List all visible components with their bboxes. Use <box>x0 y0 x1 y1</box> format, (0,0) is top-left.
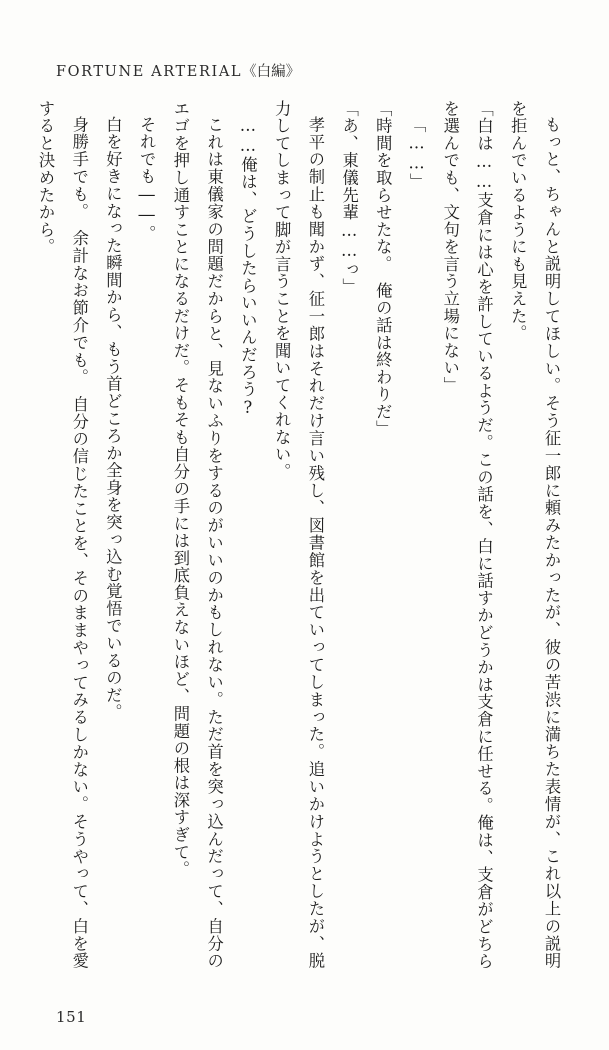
paragraph: 「あ、東儀先輩……っ」 <box>339 100 359 296</box>
paragraph: これは東儀家の問題だからと、見ないふりをするのがいいのかもしれない。ただ首を突っ込んだって、自分のエゴを押し通すことになるだけだ。そもそも自分の手には到底負えないほど、問題の根は深すぎて。 <box>170 100 224 970</box>
paragraph: それでも――。 <box>137 116 157 243</box>
paragraph: 「白は……支倉には心を許しているようだ。この話を、白に話すかどうかは支倉に任せる。俺は、支倉がどちらを選んでも、文句を言う立場にない」 <box>440 100 494 970</box>
paragraph: 身勝手でも。 余計なお節介でも。 自分の信じたことを、そのままやってみるしかない。そうやって、白を愛すると決めたから。 <box>35 100 89 970</box>
paragraph: 孝平の制止も聞かず、征一郎はそれだけ言い残し、図書館を出ていってしまった。追いかけようとしたが、脱力してしまって脚が言うことを聞いてくれない。 <box>272 100 325 970</box>
page-number: 151 <box>56 1008 87 1026</box>
running-head-volume: 《白編》 <box>242 64 301 80</box>
paragraph: 「……」 <box>407 116 427 191</box>
paragraph: 「時間を取らせたな。 俺の話は終わりだ」 <box>373 100 393 438</box>
paragraph: もっと、ちゃんと説明してほしい。そう征一郎に頼みたかったが、彼の苦渋に満ちた表情が、これ以上の説明を拒んでいるようにも見えた。 <box>508 100 561 970</box>
paragraph: 白を好きになった瞬間から、もう首どころか全身を突っ込む覚悟でいるのだ。 <box>103 116 123 722</box>
paragraph: ……俺は、どうしたらいいんだろう? <box>238 116 258 419</box>
running-head-series: FORTUNE ARTERIAL <box>56 64 243 80</box>
body-text <box>35 100 568 970</box>
running-head <box>56 60 300 81</box>
